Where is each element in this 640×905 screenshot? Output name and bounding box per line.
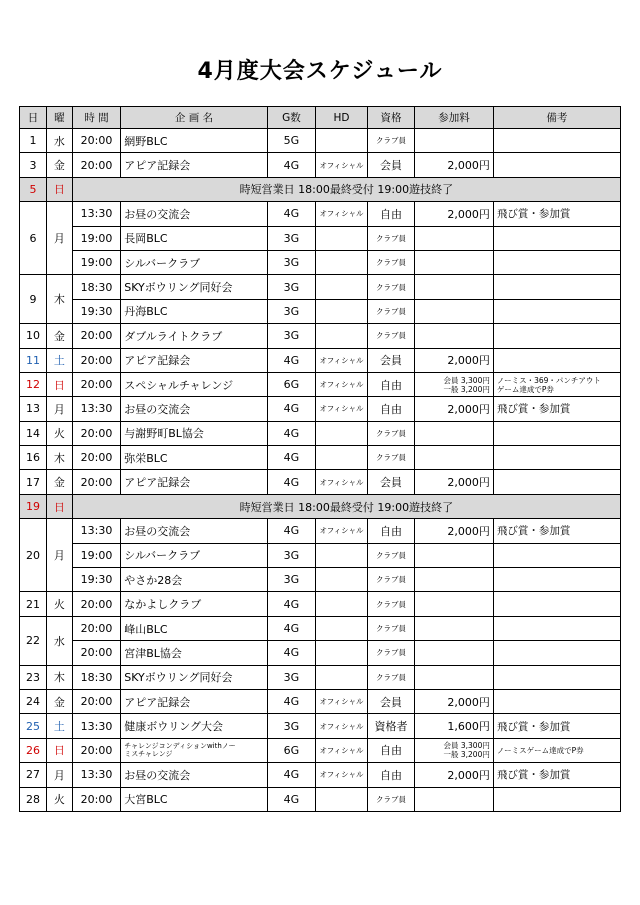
hd-cell: オフィシャル [316,738,368,762]
time-cell: 20:00 [72,421,120,445]
day-cell: 17 [20,470,47,494]
event-cell: お昼の交流会 [121,397,267,421]
event-cell: 丹海BLC [121,299,267,323]
weekday-cell: 金 [46,153,72,177]
table-row [20,738,621,762]
day-cell: 26 [20,738,47,762]
notes-cell [493,592,620,616]
fee-cell [415,592,494,616]
hd-cell [316,129,368,153]
weekday-cell: 日 [46,372,72,396]
games-cell: 4G [267,421,315,445]
time-cell: 18:30 [72,275,120,299]
time-cell: 20:00 [72,689,120,713]
fee-cell [415,641,494,665]
event-line: チャレンジコンディションwithノー [124,742,236,751]
hd-cell [316,421,368,445]
qualification-cell: クラブ員 [367,568,414,592]
hd-cell: オフィシャル [316,689,368,713]
time-cell: 19:00 [72,250,120,274]
games-cell: 3G [267,324,315,348]
qualification-cell: クラブ員 [367,421,414,445]
day-cell: 6 [20,202,47,275]
time-cell: 13:30 [72,519,120,543]
event-cell: なかよしクラブ [121,592,267,616]
table-row [20,446,621,470]
event-cell: 健康ボウリング大会 [121,714,267,738]
day-cell: 25 [20,714,47,738]
table-row [20,153,621,177]
table-row [20,372,621,396]
games-cell: 4G [267,397,315,421]
qualification-cell: クラブ員 [367,616,414,640]
qualification-cell: 自由 [367,763,414,787]
fee-member: 会員 3,300円 [443,375,490,385]
hd-cell [316,250,368,274]
event-cell: シルバークラブ [121,250,267,274]
time-cell: 20:00 [72,372,120,396]
weekday-cell: 月 [46,202,72,275]
games-cell: 3G [267,299,315,323]
fee-cell: 2,000円 [415,153,494,177]
games-cell: 4G [267,348,315,372]
notes-cell: 飛び賞・参加賞 [493,714,620,738]
fee-cell [415,616,494,640]
qualification-cell: 自由 [367,738,414,762]
time-cell: 20:00 [72,641,120,665]
day-cell: 16 [20,446,47,470]
day-cell: 28 [20,787,47,811]
games-cell: 4G [267,641,315,665]
day-cell: 11 [20,348,47,372]
header-row [20,107,621,129]
games-cell: 6G [267,738,315,762]
notes-cell [493,421,620,445]
weekday-cell: 月 [46,519,72,592]
fee-general: 一般 3,200円 [443,384,490,394]
games-cell: 3G [267,568,315,592]
qualification-cell: 会員 [367,348,414,372]
table-row [20,714,621,738]
games-cell: 5G [267,129,315,153]
notes-cell [493,446,620,470]
event-cell: アピア記録会 [121,689,267,713]
header-weekday: 曜 [46,107,72,129]
hd-cell: オフィシャル [316,348,368,372]
time-cell: 20:00 [72,153,120,177]
notes-cell [493,348,620,372]
event-cell: シルバークラブ [121,543,267,567]
weekday-cell: 月 [46,763,72,787]
weekday-cell: 月 [46,397,72,421]
day-cell: 13 [20,397,47,421]
event-cell: お昼の交流会 [121,763,267,787]
time-cell: 20:00 [72,129,120,153]
page-title: 4月度大会スケジュール [197,59,443,84]
time-cell: 19:00 [72,543,120,567]
weekday-cell: 木 [46,665,72,689]
weekday-cell: 金 [46,470,72,494]
table-row [20,543,621,567]
hd-cell [316,592,368,616]
event-cell: 与謝野町BL協会 [121,421,267,445]
notes-cell: 飛び賞・参加賞 [493,397,620,421]
time-cell: 19:30 [72,299,120,323]
table-row [20,421,621,445]
event-cell: お昼の交流会 [121,202,267,226]
day-cell: 5 [20,177,47,201]
hd-cell [316,665,368,689]
fee-cell: 2,000円 [415,397,494,421]
qualification-cell: クラブ員 [367,275,414,299]
fee-cell [415,787,494,811]
notes-cell: ノーミスゲーム達成でP券 [493,738,620,762]
fee-general: 一般 3,200円 [443,750,490,760]
fee-cell: 2,000円 [415,689,494,713]
time-cell: 20:00 [72,787,120,811]
hd-cell: オフィシャル [316,470,368,494]
qualification-cell: 会員 [367,470,414,494]
games-cell: 4G [267,202,315,226]
table-row [20,275,621,299]
qualification-cell: クラブ員 [367,446,414,470]
notes-cell [493,641,620,665]
notes-cell [493,787,620,811]
banner-text: 時短営業日 18:00最終受付 19:00遊技終了 [72,494,620,518]
time-cell: 13:30 [72,397,120,421]
event-cell: ダブルライトクラブ [121,324,267,348]
event-cell: 弥栄BLC [121,446,267,470]
hd-cell: オフィシャル [316,714,368,738]
table-row [20,787,621,811]
banner-text: 時短営業日 18:00最終受付 19:00遊技終了 [72,177,620,201]
hd-cell [316,641,368,665]
notes-cell [493,299,620,323]
event-cell: 長岡BLC [121,226,267,250]
qualification-cell: クラブ員 [367,299,414,323]
games-cell: 3G [267,543,315,567]
day-cell: 14 [20,421,47,445]
event-cell: 峰山BLC [121,616,267,640]
fee-cell [415,372,494,396]
fee-member: 会員 3,300円 [443,741,490,751]
time-cell: 13:30 [72,763,120,787]
fee-cell [415,275,494,299]
header-qualification: 資格 [367,107,414,129]
fee-cell [415,299,494,323]
notes-cell [493,324,620,348]
fee-cell [415,738,494,762]
qualification-cell: クラブ員 [367,592,414,616]
time-cell: 20:00 [72,324,120,348]
qualification-cell: 自由 [367,202,414,226]
fee-cell [415,324,494,348]
fee-cell [415,446,494,470]
weekday-cell: 日 [46,494,72,518]
event-cell: アピア記録会 [121,348,267,372]
games-cell: 4G [267,763,315,787]
games-cell: 4G [267,446,315,470]
time-cell: 13:30 [72,202,120,226]
day-cell: 19 [20,494,47,518]
notes-cell [493,470,620,494]
notes-cell [493,372,620,396]
event-cell: SKYボウリング同好会 [121,275,267,299]
fee-cell [415,129,494,153]
table-row [20,616,621,640]
qualification-cell: クラブ員 [367,324,414,348]
qualification-cell: 会員 [367,689,414,713]
time-cell: 19:00 [72,226,120,250]
weekday-cell: 火 [46,592,72,616]
hd-cell: オフィシャル [316,202,368,226]
table-row [20,324,621,348]
weekday-cell: 金 [46,689,72,713]
notes-cell [493,616,620,640]
fee-cell: 2,000円 [415,202,494,226]
hd-cell: オフィシャル [316,397,368,421]
time-cell: 20:00 [72,470,120,494]
qualification-cell: 自由 [367,519,414,543]
table-row [20,763,621,787]
event-cell: 大宮BLC [121,787,267,811]
notes-cell [493,275,620,299]
notes-cell [493,129,620,153]
event-cell: お昼の交流会 [121,519,267,543]
hd-cell [316,543,368,567]
qualification-cell: 資格者 [367,714,414,738]
notes-line: ノーミス・369・パンチアウト [496,375,601,385]
hd-cell: オフィシャル [316,372,368,396]
qualification-cell: 会員 [367,153,414,177]
games-cell: 3G [267,665,315,689]
time-cell: 20:00 [72,348,120,372]
hd-cell: オフィシャル [316,763,368,787]
hd-cell: オフィシャル [316,519,368,543]
event-cell: SKYボウリング同好会 [121,665,267,689]
fee-cell [415,543,494,567]
table-row [20,202,621,226]
qualification-cell: クラブ員 [367,665,414,689]
table-row [20,250,621,274]
weekday-cell: 木 [46,275,72,324]
day-cell: 1 [20,129,47,153]
hd-cell [316,275,368,299]
time-cell: 19:30 [72,568,120,592]
notes-cell [493,153,620,177]
event-cell: 宮津BL協会 [121,641,267,665]
weekday-cell: 日 [46,177,72,201]
weekday-cell: 火 [46,787,72,811]
fee-cell [415,226,494,250]
fee-cell [415,568,494,592]
time-cell: 18:30 [72,665,120,689]
qualification-cell: 自由 [367,372,414,396]
table-row [20,519,621,543]
header-games: G数 [267,107,315,129]
day-cell: 23 [20,665,47,689]
schedule-table [19,106,621,812]
day-cell: 12 [20,372,47,396]
table-row [20,689,621,713]
time-cell: 13:30 [72,714,120,738]
weekday-cell: 火 [46,421,72,445]
weekday-cell: 木 [46,446,72,470]
qualification-cell: クラブ員 [367,250,414,274]
weekday-cell: 土 [46,714,72,738]
hd-cell [316,226,368,250]
fee-cell: 2,000円 [415,470,494,494]
fee-cell [415,665,494,689]
notes-line: ゲーム達成でP券 [496,384,554,394]
games-cell: 3G [267,275,315,299]
notes-cell [493,250,620,274]
games-cell: 4G [267,787,315,811]
event-cell: アピア記録会 [121,470,267,494]
table-row [20,592,621,616]
qualification-cell: クラブ員 [367,226,414,250]
notes-cell [493,689,620,713]
time-cell: 20:00 [72,446,120,470]
day-cell: 21 [20,592,47,616]
header-hd: HD [316,107,368,129]
fee-cell: 1,600円 [415,714,494,738]
header-time: 時 間 [72,107,120,129]
games-cell: 4G [267,519,315,543]
games-cell: 3G [267,250,315,274]
banner-row [20,494,621,518]
time-cell: 20:00 [72,592,120,616]
hd-cell [316,446,368,470]
header-event: 企 画 名 [121,107,267,129]
day-cell: 24 [20,689,47,713]
table-row [20,129,621,153]
hd-cell [316,324,368,348]
day-cell: 3 [20,153,47,177]
games-cell: 3G [267,714,315,738]
notes-cell: 飛び賞・参加賞 [493,519,620,543]
notes-cell [493,665,620,689]
table-row [20,568,621,592]
banner-row [20,177,621,201]
fee-cell: 2,000円 [415,519,494,543]
notes-cell [493,226,620,250]
games-cell: 4G [267,616,315,640]
table-row [20,470,621,494]
notes-cell [493,543,620,567]
games-cell: 4G [267,689,315,713]
time-cell: 20:00 [72,738,120,762]
table-row [20,226,621,250]
event-cell: やさか28会 [121,568,267,592]
header-fee: 参加料 [415,107,494,129]
day-cell: 22 [20,616,47,665]
fee-cell [415,421,494,445]
event-cell: スペシャルチャレンジ [121,372,267,396]
day-cell: 10 [20,324,47,348]
hd-cell: オフィシャル [316,153,368,177]
games-cell: 6G [267,372,315,396]
event-cell: アピア記録会 [121,153,267,177]
hd-cell [316,787,368,811]
header-day: 日 [20,107,47,129]
weekday-cell: 水 [46,616,72,665]
fee-cell [415,250,494,274]
weekday-cell: 日 [46,738,72,762]
qualification-cell: クラブ員 [367,641,414,665]
qualification-cell: 自由 [367,397,414,421]
notes-cell [493,568,620,592]
header-notes: 備考 [493,107,620,129]
qualification-cell: クラブ員 [367,787,414,811]
fee-cell: 2,000円 [415,348,494,372]
games-cell: 3G [267,226,315,250]
notes-cell: 飛び賞・参加賞 [493,763,620,787]
day-cell: 20 [20,519,47,592]
event-line: ミスチャレンジ [124,750,173,759]
qualification-cell: クラブ員 [367,543,414,567]
hd-cell [316,616,368,640]
event-cell [121,738,267,762]
hd-cell [316,299,368,323]
weekday-cell: 水 [46,129,72,153]
games-cell: 4G [267,592,315,616]
qualification-cell: クラブ員 [367,129,414,153]
table-row [20,299,621,323]
table-row [20,665,621,689]
games-cell: 4G [267,470,315,494]
weekday-cell: 土 [46,348,72,372]
fee-cell: 2,000円 [415,763,494,787]
time-cell: 20:00 [72,616,120,640]
table-row [20,641,621,665]
games-cell: 4G [267,153,315,177]
table-row [20,397,621,421]
event-cell: 網野BLC [121,129,267,153]
table-row [20,348,621,372]
notes-cell: 飛び賞・参加賞 [493,202,620,226]
weekday-cell: 金 [46,324,72,348]
hd-cell [316,568,368,592]
day-cell: 27 [20,763,47,787]
day-cell: 9 [20,275,47,324]
